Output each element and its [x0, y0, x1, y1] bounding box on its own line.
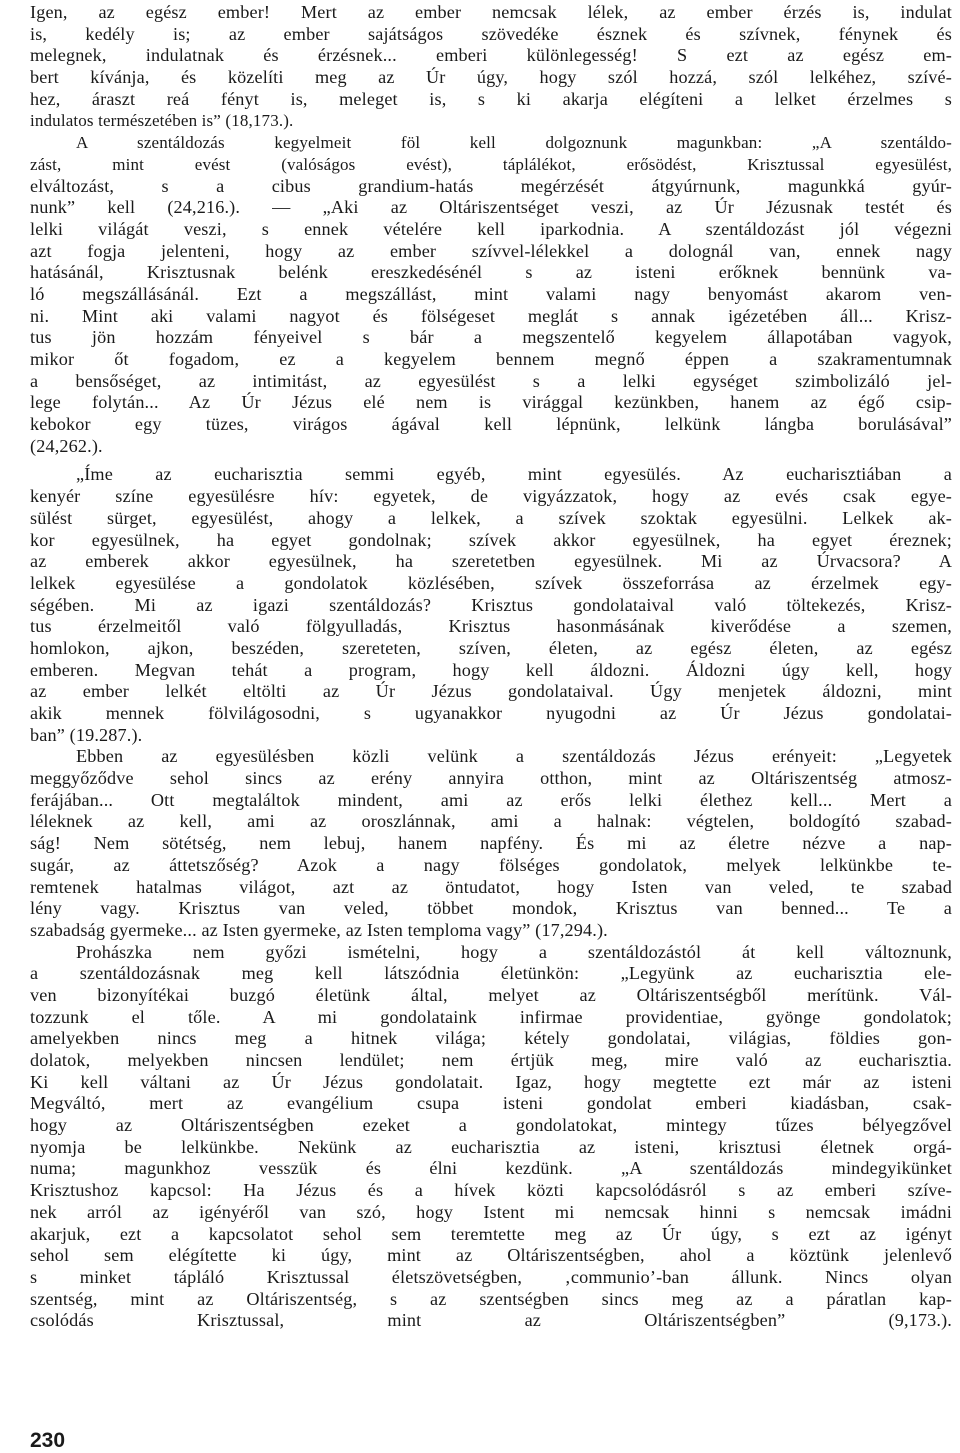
text-line: Igen, az egész ember! Mert az ember nemcsak lélek, az ember érzés is, indulat [30, 2, 952, 22]
text-line: kor egyesülnek, ha egyet gondolnak; szívek akkor egyesülnek, ha egyet éreznek; [30, 529, 952, 550]
text-line: indulatos természetében is” (18,173.). [30, 111, 294, 131]
text-line: Krisztushoz kapcsol: Ha Jézus és a hívek közti kapcsolódásról s az emberi szíve- [30, 1180, 952, 1201]
text-line: elváltozást, s a cibus grandium-hatás megérzését átgyúrnunk, magunkká gyúr- [30, 175, 952, 196]
text-line: tozzunk el tőle. A mi gondolataink infirmae providentiae, gyönge gondolatok; [30, 1006, 952, 1027]
text-line: kebokor egy tüzes, virágos ágával kell lépnünk, lelkünk lángba borulásával” [30, 414, 952, 435]
text-line: numa; magunkhoz vesszük és élni kezdünk. „A szentáldozás mindegyikünket [30, 1158, 952, 1179]
text-line: Ki kell váltani az Úr Jézus gondolatait. Igaz, hogy megtette ezt már az isteni [30, 1071, 952, 1092]
text-line: sugár, az áttetszőség? Azok a nagy fölséges gondolatok, melyek lelkünkbe te- [30, 854, 952, 875]
text-line: nek arról az igényéről van szó, hogy Istent mi nemcsak hinni s nemcsak imádni [30, 1201, 952, 1222]
text-line: A szentáldozás kegyelmeit föl kell dolgoznunk magunkban: „A szentáldo- [76, 133, 952, 153]
text-line: meggyőződve sehol sincs az erény annyira otthon, mint az Oltáriszentség atmosz- [30, 768, 952, 789]
text-line: hez, áraszt reá fényt is, meleget is, s ki akarja elégíteni a lelket érzelmes s [30, 88, 952, 109]
text-line: szentség, mint az Oltáriszentség, s az szentségben sincs meg az a páratlan kap- [30, 1288, 952, 1309]
document-page [30, 2, 952, 1332]
text-line: az emberek akkor egyesülnek, ha szeretetben egyesülnek. Mi az Úrvacsora? A [30, 551, 952, 572]
text-line: lény vagy. Krisztus van veled, többet mondok, Krisztus van benned... Te a [30, 898, 952, 919]
text-line: a szentáldozásnak meg kell látszódnia életünkön: „Legyünk az eucharisztia ele- [30, 963, 952, 984]
text-line: akik mennek fölvilágosodni, s ugyanakkor nyugodni az Úr Jézus gondolatai- [30, 703, 952, 723]
text-line: ság! Nem sötétség, nem lebuj, hanem napfény. És mi az életre nézve a nap- [30, 833, 952, 854]
text-line: tus jön hozzám fényeivel s bár a megszentelő kegyelem állapotában vagyok, [30, 327, 952, 348]
text-line: ven bizonyítékai buzgó életünk által, melyet az Oltáriszentségből merítünk. Vál- [30, 984, 952, 1005]
text-line: Ebben az egyesülésben közli velünk a szentáldozás Jézus erényeit: „Legyetek [76, 746, 952, 767]
text-line: zást, mint evést (valóságos evést), táplálékot, erősödést, Krisztussal egyesülést, [30, 154, 952, 174]
text-line: Prohászka nem győzi ismételni, hogy a szentáldozástól át kell változnunk, [76, 941, 952, 962]
text-line: emberen. Megvan tehát a program, hogy kell áldozni. Áldozni úgy kell, hogy [30, 659, 952, 680]
text-line: sehol sem elégítette ki úgy, mint az Oltáriszentségben, ahol a köztünk jelenlevő [30, 1245, 952, 1266]
text-line: nunk” kell (24,216.). — „Aki az Oltáriszentséget veszi, az Úr Jézusnak testét és [30, 197, 952, 218]
text-line: sülést sürget, egyesülést, ahogy a lelkek, a szívek szoktak egyesülni. Lelkek ak- [30, 507, 952, 528]
text-line: „Íme az eucharisztia semmi egyéb, mint egyesülés. Az eucharisztiában a [76, 464, 952, 485]
text-line: lelki világát veszi, s ennek vételére kell iparkodnia. A szentáldozást jól végezni [30, 218, 952, 239]
text-line: remtenek hatalmas világot, azt az öntudatot, hogy Isten van veled, te szabad [30, 876, 952, 897]
text-line: nyomja be lelkünkbe. Nekünk az eucharisztia az isteni, krisztusi életnek orgá- [30, 1136, 952, 1157]
text-line: kenyér színe egyesülésre hív: egyetek, de vigyázzatok, hogy az evés csak egye- [30, 486, 952, 507]
text-line: Megváltó, mert az evangélium csupa isteni gondolat emberi kiadásban, csak- [30, 1093, 952, 1114]
text-line: akarjuk, ezt a kapcsolatot sehol sem teremtette meg az Úr úgy, s ezt az igényt [30, 1223, 952, 1244]
text-line: azt fogja jelenteni, hogy az ember szívvel-lélekkel a dolognál van, ennek nagy [30, 240, 952, 261]
text-line: ségében. Mi az igazi szentáldozás? Krisztus gondolataival való töltekezés, Krisz- [30, 594, 952, 615]
text-line: ni. Mint aki valami nagyot és fölségeset meglát s annak igézetében áll... Krisz- [30, 305, 952, 326]
text-line: szabadság gyermeke... az Isten gyermeke, az Isten temploma vagy” (17,294.). [30, 919, 608, 940]
text-line: ló megszállásánál. Ezt a megszállást, mint valami nagy benyomást akarom ven- [30, 283, 952, 304]
text-line: hatásánál, Krisztusnak belénk ereszkedésénél s az isteni erőknek bennünk va- [30, 262, 952, 283]
text-line: dolatok, melyekben nincsen lendület; nem értjük meg, mire való az eucharisztia. [30, 1050, 952, 1070]
text-line: léleknek az kell, ami az oroszlánnak, ami a halnak: végtelen, boldogító szabad- [30, 811, 952, 832]
text-line: is, kedély is; az ember sajátságos szövedéke észnek és szívnek, fénynek és [30, 23, 952, 44]
body-text [30, 2, 952, 1332]
text-line: mikor őt fogadom, ez a kegyelem bennem megnő éppen a szakramentumnak [30, 349, 952, 369]
text-line: csolódás Krisztussal, mint az Oltáriszentségben” (9,173.). [30, 1310, 952, 1331]
text-line: melegnek, indulatnak és érzésnek... emberi különlegesség! S ezt az egész em- [30, 45, 952, 66]
text-line: ferájában... Ott megtaláltok mindent, ami az erős lelki élethez kell... Mert a [30, 789, 952, 810]
text-line: lege folytán... Az Úr Jézus elé nem is virággal kezünkben, hanem az égő csip- [30, 392, 952, 413]
text-line: ban” (19.287.). [30, 724, 143, 745]
text-line: a bensőséget, az intimitást, az egyesülést s a lelki egységet szimbolizáló jel- [30, 370, 952, 391]
text-line: hogy az Oltáriszentségben ezeket a gondolatokat, mintegy tűzes bélyegzővel [30, 1115, 952, 1136]
text-line: amelyekben nincs meg a hitnek világa; kétely gondolatai, világias, földies gon- [30, 1028, 952, 1049]
text-line: (24,262.). [30, 435, 103, 456]
text-line: s minket tápláló Krisztussal életszövetségben, ‚communio’-ban állunk. Nincs olyan [30, 1266, 952, 1287]
text-line: homlokon, ajkon, beszéden, szereteten, szíven, életen, az egész életen, az egész [30, 637, 952, 658]
text-line: az ember lelkét eltölti az Úr Jézus gondolataival. Úgy menjetek áldozni, mint [30, 681, 952, 702]
text-line: tus érzelmeitől való fölgyulladás, Krisztus hasonmásának kiverődése a szemen, [30, 616, 952, 637]
text-line: lelkek egyesülése a gondolatok közlésében, szívek összeforrása az érzelmek egy- [30, 572, 952, 593]
page-number: 230 [30, 1429, 66, 1452]
text-line: bert kívánja, és közelíti meg az Úr úgy, hogy szól hozzá, szól lelkéhez, szívé- [30, 67, 952, 88]
